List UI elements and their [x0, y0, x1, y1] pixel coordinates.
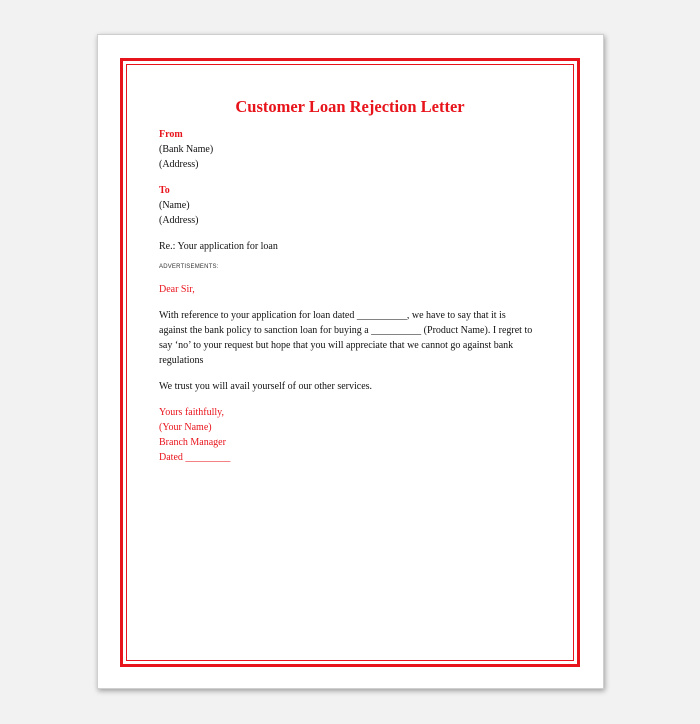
signoff-branch-manager: Branch Manager — [159, 437, 226, 448]
letter-title: Customer Loan Rejection Letter — [235, 97, 465, 116]
from-label: From — [159, 129, 183, 140]
body-line: against the bank policy to sanction loan for buying a __________ (Product Name). I regret to — [159, 325, 533, 336]
salutation: Dear Sir, — [159, 284, 195, 295]
body-line: With reference to your application for loan dated __________, we have to say that it is — [159, 310, 506, 321]
body-line: regulations — [159, 355, 204, 366]
signoff-yours-faithfully: Yours faithfully, — [159, 407, 225, 418]
from-bank-name: (Bank Name) — [159, 144, 214, 155]
letter-content — [159, 97, 543, 465]
signoff-your-name: (Your Name) — [159, 422, 212, 433]
closing-paragraph: We trust you will avail yourself of our other services. — [159, 381, 373, 392]
to-name: (Name) — [159, 200, 190, 211]
subject-line: Re.: Your application for loan — [159, 241, 278, 252]
signoff-dated: Dated _________ — [159, 452, 231, 463]
advertisement-label: ADVERTISEMENTS: — [159, 264, 219, 270]
body-line: say ‘no’ to your request but hope that you will appreciate that we cannot go against bank — [159, 340, 514, 351]
from-address: (Address) — [159, 159, 199, 170]
to-label: To — [159, 185, 170, 196]
to-address: (Address) — [159, 215, 199, 226]
letter-page — [97, 34, 604, 689]
